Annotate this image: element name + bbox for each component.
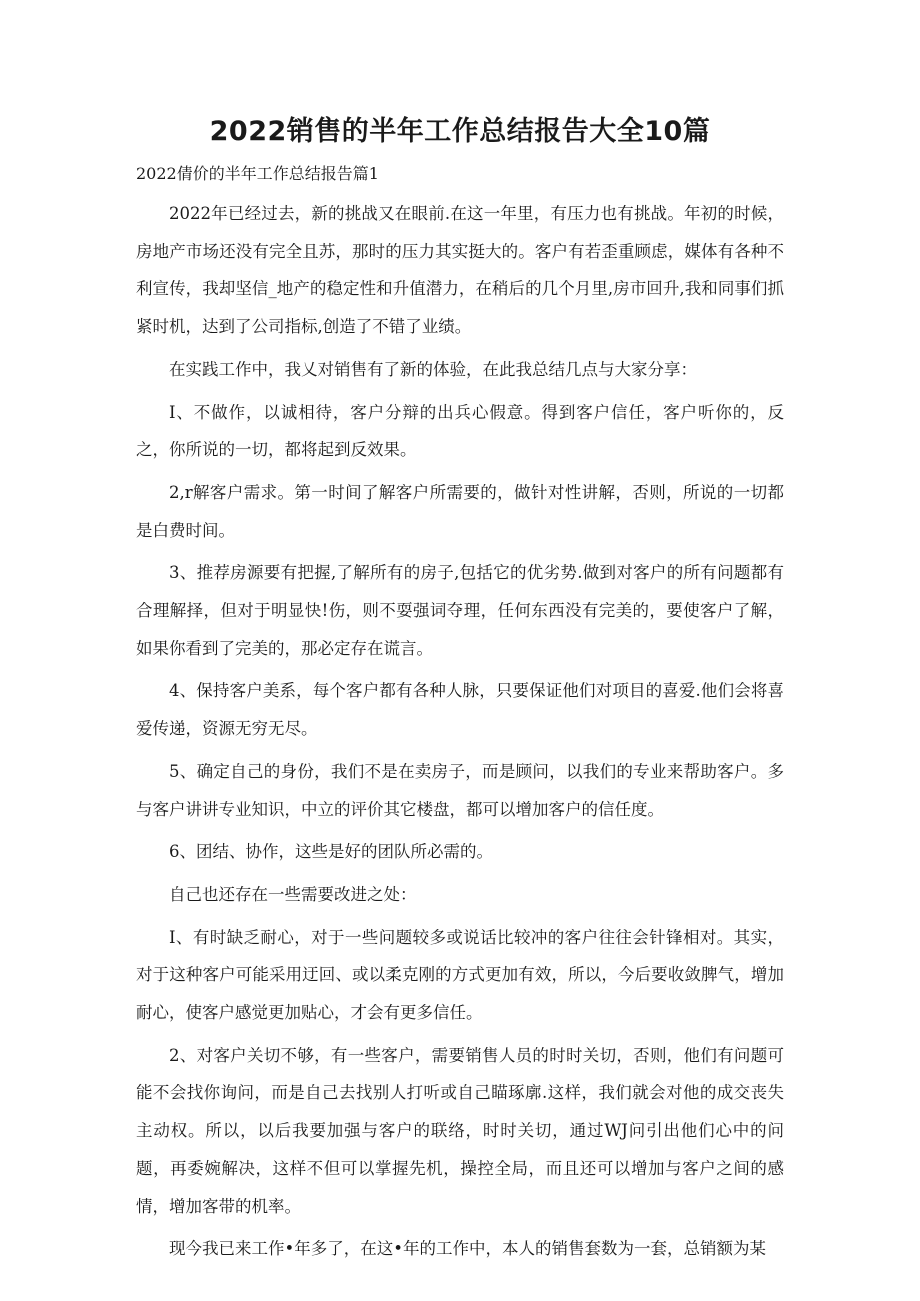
paragraph-closing: 现今我已来工作•年多了，在这•年的工作中，本人的销售套数为一套，总销额为某 (169, 1239, 766, 1259)
section-heading: 2022倩价的半年工作总结报告篇1 (136, 164, 379, 183)
paragraph-experience-lead: 在实践工作中，我乂对销售有了新的体验，在此我总结几点与大家分享： (169, 359, 697, 379)
paragraph-improvement-lead: 自己也还存在一些需要改进之处： (169, 884, 417, 904)
paragraph-point-4: 4、保持客户美系，每个客户都有各种人脉，只要保证他们对项目的喜爱.他们会将喜爱传递，资源无穷无尽。 (136, 681, 784, 739)
paragraph-point-1: I、不做作，以诚相待，客户分辩的出兵心假意。得到客户信任，客户听你的，反之，你所说的一切，都将起到反效果。 (136, 402, 784, 460)
paragraph-point-5: 5、确定自己的身份，我们不是在卖房子，而是顾问，以我们的专业来帮助客户。多与客户讲讲专业知识，中立的评价其它楼盘，都可以增加客户的信任度。 (136, 761, 784, 819)
document-body (136, 195, 784, 1273)
paragraph-point-2: 2,r解客户需求。第一时间了解客户所需要的，做针对性讲解，否则，所说的一切都是白费时间。 (136, 482, 784, 540)
document-title: 2022销售的半年工作总结报告大全10篇 (209, 116, 711, 147)
paragraph-point-3: 3、推荐房源要有把握,了解所有的房子,包括它的优劣势.做到对客户的所有问题都有合理解择，但对于明显快!伤，则不耍强词夺理，任何东西没有完美的，要使客户了解，如果你看到了完美的，那必定存在谎言。 (136, 563, 784, 658)
paragraph-point-6: 6、团结、协作，这些是好的团队所必需的。 (169, 842, 493, 862)
paragraph-intro: 2022年已经过去，新的挑战又在眼前.在这一年里，有压力也有挑战。年初的时候，房地产市场还没有完全且苏，那时的压力其实挺大的。客户有若歪重顾虑，媒体有各种不利宣传，我却坚信_地产的稳定性和升值潜力，在稍后的几个月里,房市回升,我和同事们抓紧时机，达到了公司指标,创造了不错了业绩。 (136, 204, 784, 337)
paragraph-improvement-2: 2、对客户关切不够，有一些客户，需要销售人员的时时关切，否则，他们有问题可能不会找你询问，而是自己去找别人打听或自己瞄琢廓.这样，我们就会对他的成交丧失主动权。所以，以后我要加强与客户的联络，时时关切，通过WJ问引出他们心中的问题，再委婉解决，这样不但可以掌握先机，操控全局，而且还可以增加与客户之间的感情，增加客带的机率。 (136, 1045, 784, 1216)
paragraph-improvement-1: I、有时缺乏耐心，对于一些问题较多或说话比较冲的客户往往会针锋相对。其实，对于这种客户可能采用迂回、或以柔克刚的方式更加有效，所以，今后要收敛脾气，增加耐心，使客户感觉更加贴心，才会有更多信任。 (136, 927, 784, 1023)
